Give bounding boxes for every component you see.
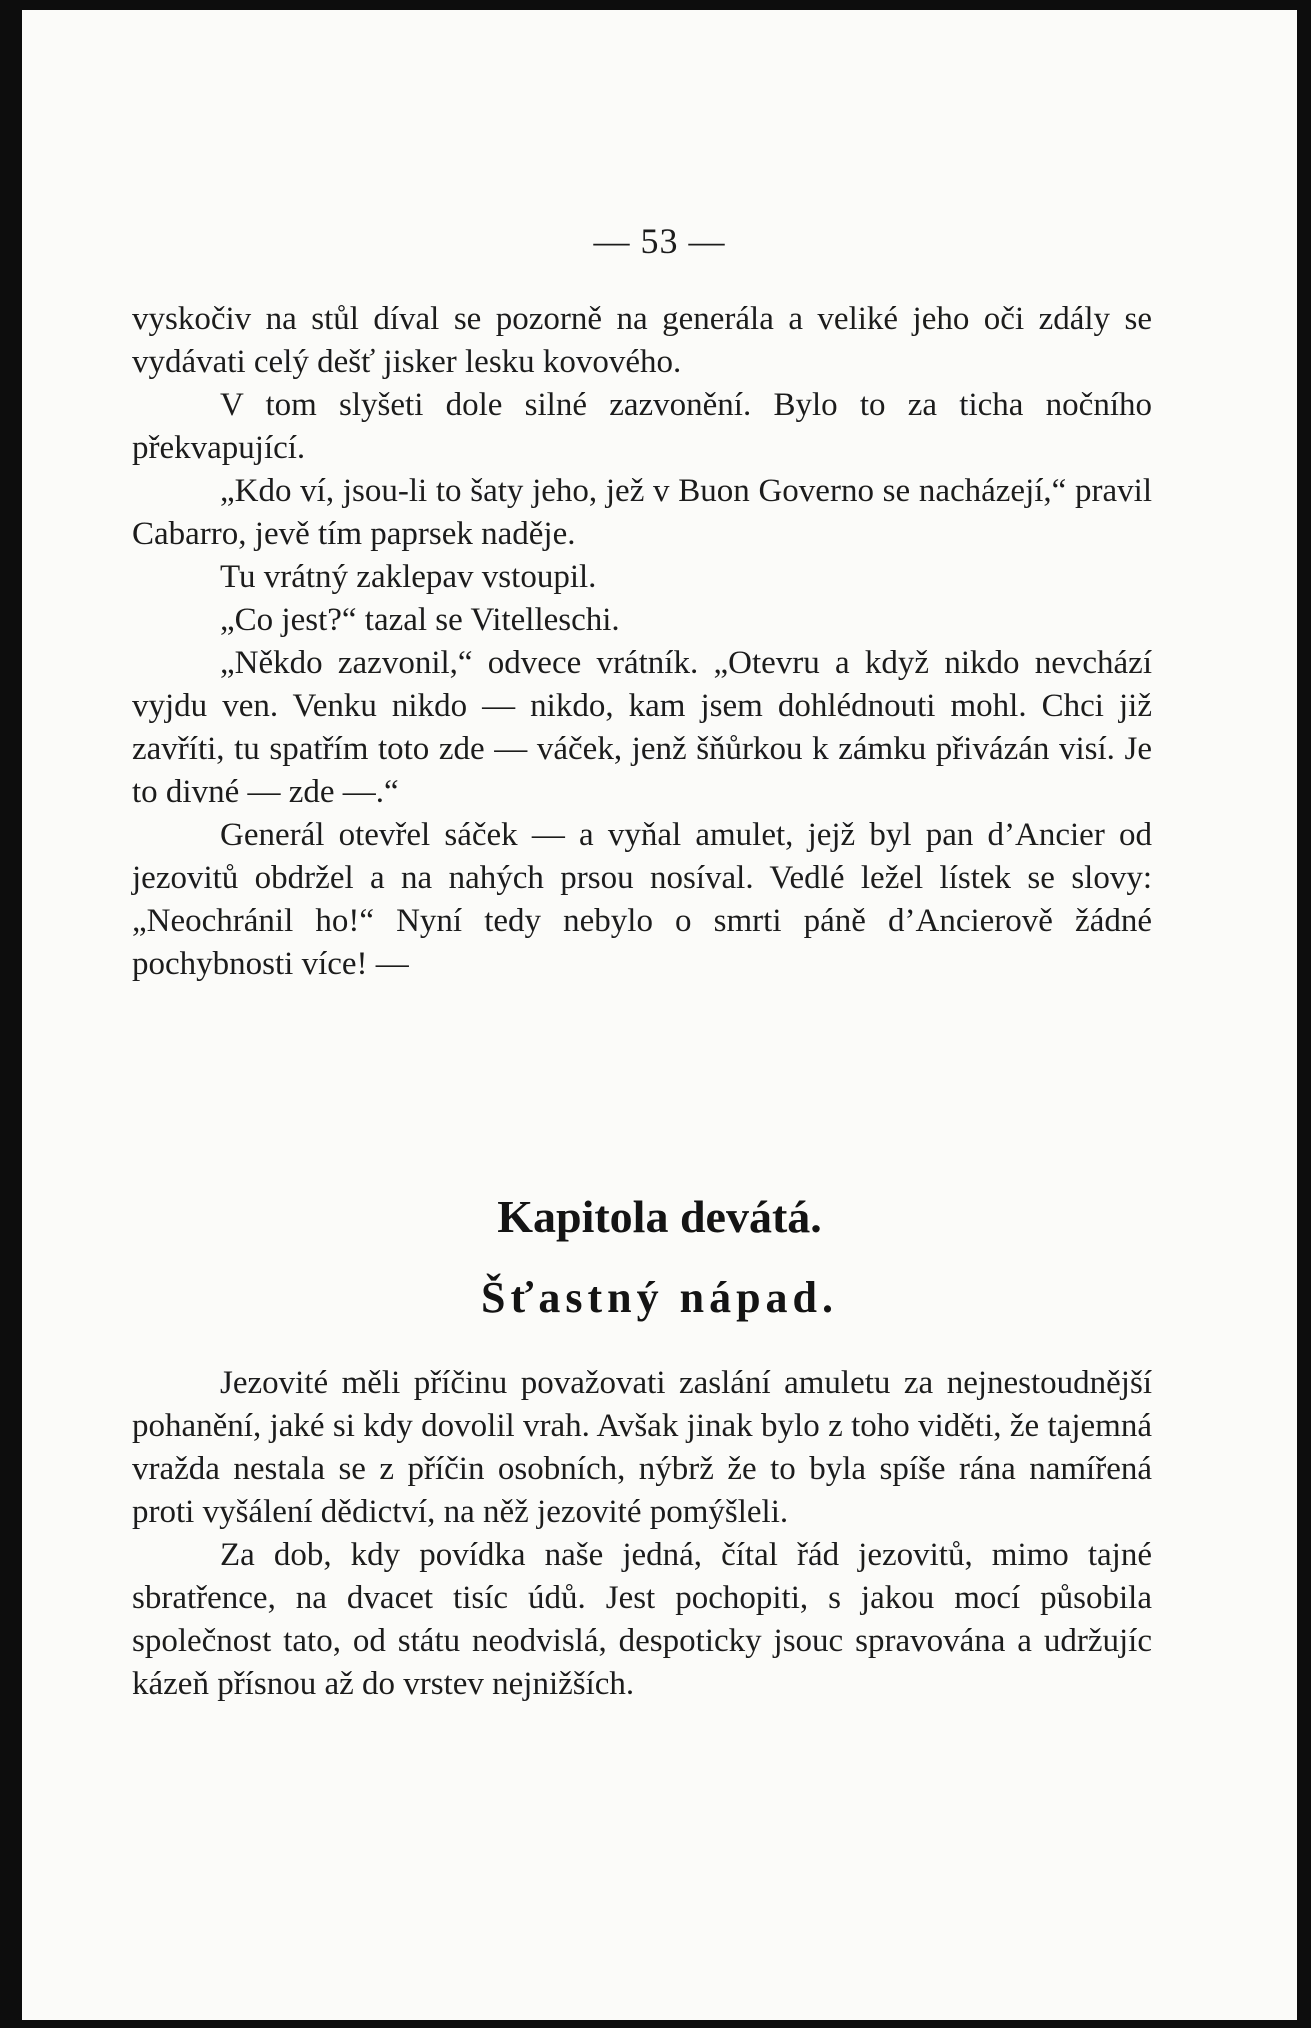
text-block-top bbox=[132, 298, 1152, 986]
text-block-bottom bbox=[132, 1362, 1152, 1706]
chapter-title: Kapitola devátá. bbox=[497, 1191, 822, 1242]
chapter-subtitle: Šťastný nápad. bbox=[480, 1273, 839, 1322]
paragraph: „Co jest?“ tazal se Vitelleschi. bbox=[220, 602, 620, 638]
paragraph: „Někdo zazvonil,“ odvece vrátník. „Otevru a když nikdo nevchází vyjdu ven. Venku nikdo — nikdo, kam jsem dohlédnouti mohl. Chci již zavříti, tu spatřím toto zde — váček, jenž šňůrkou k zámku přivázán visí. Je to divné — zde —.“ bbox=[132, 645, 1152, 810]
paragraph: Za dob, kdy povídka naše jedná, čítal řád jezovitů, mimo tajné sbratřence, na dvacet tisíc údů. Jest pochopiti, s jakou mocí působila společnost tato, od státu neodvislá, despoticky jsouc spravována a udržujíc kázeň přísnou až do vrstev nejnižších. bbox=[132, 1537, 1152, 1702]
paragraph: „Kdo ví, jsou-li to šaty jeho, jež v Buon Governo se nacházejí,“ pravil Cabarro, jevě tím paprsek naděje. bbox=[132, 473, 1152, 552]
paragraph: Tu vrátný zaklepav vstoupil. bbox=[220, 559, 597, 595]
page-number: — 53 — bbox=[593, 221, 726, 261]
paragraph: V tom slyšeti dole silné zazvonění. Bylo to za ticha nočního překvapující. bbox=[132, 387, 1152, 466]
paragraph: Generál otevřel sáček — a vyňal amulet, jejž byl pan d’Ancier od jezovitů obdržel a na nahých prsou nosíval. Vedlé ležel lístek se slovy: „Neochránil ho!“ Nyní tedy nebylo o smrti páně d’Ancierově žádné pochybnosti více! — bbox=[132, 817, 1152, 982]
book-page bbox=[22, 10, 1297, 2020]
paragraph: Jezovité měli příčinu považovati zaslání amuletu za nejnestoudnější pohanění, jaké si kdy dovolil vrah. Avšak jinak bylo z toho viděti, že tajemná vražda nestala se z příčin osobních, nýbrž že to byla spíše rána namířená proti vyšálení dědictví, na něž jezovité pomýšleli. bbox=[132, 1365, 1152, 1530]
paragraph: vyskočiv na stůl díval se pozorně na generála a veliké jeho oči zdály se vydávati celý dešť jisker lesku kovového. bbox=[132, 301, 1152, 380]
